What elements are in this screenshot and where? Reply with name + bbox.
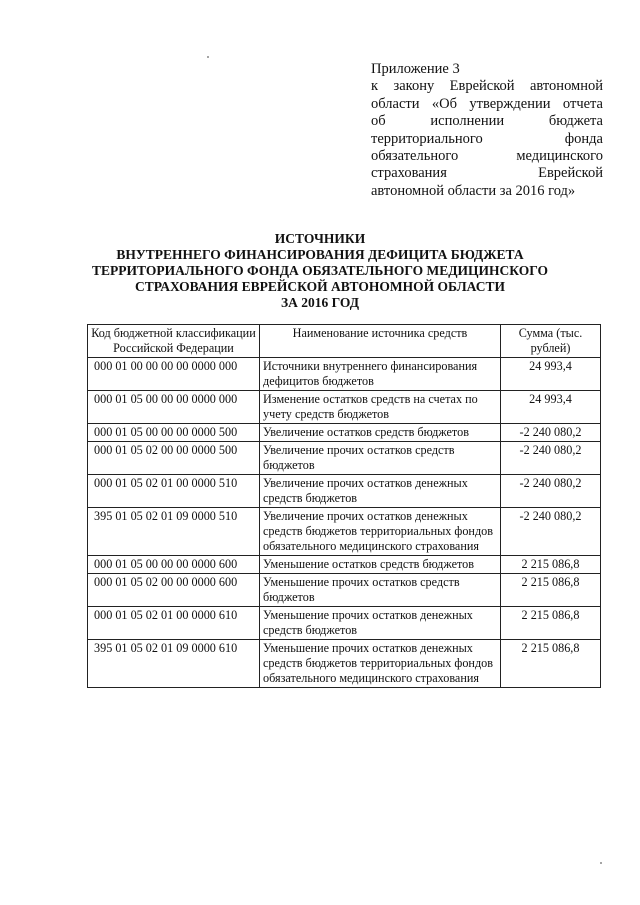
appendix-line: к закону Еврейской автономной <box>371 78 603 95</box>
appendix-line: обязательного медицинского <box>371 148 603 165</box>
header-sum: Сумма (тыс. рублей) <box>501 325 601 358</box>
cell-code: 395 01 05 02 01 09 0000 610 <box>88 640 260 688</box>
sources-table <box>87 324 601 688</box>
cell-sum: -2 240 080,2 <box>501 442 601 475</box>
cell-code: 000 01 05 02 01 00 0000 610 <box>88 607 260 640</box>
cell-sum: 2 215 086,8 <box>501 556 601 574</box>
cell-code: 000 01 05 02 00 00 0000 500 <box>88 442 260 475</box>
cell-sum: -2 240 080,2 <box>501 475 601 508</box>
cell-sum: 2 215 086,8 <box>501 607 601 640</box>
appendix-line: области «Об утверждении отчета <box>371 95 603 112</box>
table-row <box>88 556 601 574</box>
table-row <box>88 574 601 607</box>
cell-name: Уменьшение прочих остатков средств бюджетов <box>260 574 501 607</box>
cell-sum: 2 215 086,8 <box>501 574 601 607</box>
appendix-line: территориального фонда <box>371 130 603 147</box>
title-line: ЗА 2016 ГОД <box>281 295 359 310</box>
appendix-line: об исполнении бюджета <box>371 113 603 130</box>
title-line: СТРАХОВАНИЯ ЕВРЕЙСКОЙ АВТОНОМНОЙ ОБЛАСТИ <box>135 279 505 294</box>
table-row <box>88 607 601 640</box>
cell-code: 000 01 05 00 00 00 0000 600 <box>88 556 260 574</box>
table-row <box>88 391 601 424</box>
cell-name: Источники внутреннего финансирования дефицитов бюджетов <box>260 358 501 391</box>
cell-name: Увеличение прочих остатков денежных средств бюджетов <box>260 475 501 508</box>
appendix-line: страхования Еврейской <box>371 165 603 182</box>
appendix-block <box>371 61 603 200</box>
cell-sum: -2 240 080,2 <box>501 424 601 442</box>
appendix-line: Приложение 3 <box>371 61 460 77</box>
scan-speck <box>600 862 602 864</box>
cell-code: 000 01 05 02 00 00 0000 600 <box>88 574 260 607</box>
cell-sum: 2 215 086,8 <box>501 640 601 688</box>
cell-code: 000 01 05 00 00 00 0000 000 <box>88 391 260 424</box>
title-line: ВНУТРЕННЕГО ФИНАНСИРОВАНИЯ ДЕФИЦИТА БЮДЖЕТА <box>116 247 524 262</box>
document-title <box>80 231 560 311</box>
table-row <box>88 640 601 688</box>
table-row <box>88 442 601 475</box>
table-row <box>88 358 601 391</box>
cell-sum: -2 240 080,2 <box>501 508 601 556</box>
header-code: Код бюджетной классификации Российской Федерации <box>88 325 260 358</box>
table-row <box>88 475 601 508</box>
cell-name: Увеличение остатков средств бюджетов <box>260 424 501 442</box>
cell-sum: 24 993,4 <box>501 358 601 391</box>
table-row <box>88 424 601 442</box>
cell-name: Уменьшение прочих остатков денежных средств бюджетов территориальных фондов обязательного медицинского страхования <box>260 640 501 688</box>
cell-sum: 24 993,4 <box>501 391 601 424</box>
cell-name: Увеличение прочих остатков средств бюджетов <box>260 442 501 475</box>
cell-name: Изменение остатков средств на счетах по учету средств бюджетов <box>260 391 501 424</box>
cell-code: 000 01 05 00 00 00 0000 500 <box>88 424 260 442</box>
cell-name: Увеличение прочих остатков денежных средств бюджетов территориальных фондов обязательного медицинского страхования <box>260 508 501 556</box>
cell-name: Уменьшение прочих остатков денежных средств бюджетов <box>260 607 501 640</box>
scan-speck <box>207 56 209 58</box>
cell-code: 395 01 05 02 01 09 0000 510 <box>88 508 260 556</box>
appendix-line: автономной области за 2016 год» <box>371 182 576 199</box>
cell-name: Уменьшение остатков средств бюджетов <box>260 556 501 574</box>
table-row <box>88 508 601 556</box>
table-header-row <box>88 325 601 358</box>
cell-code: 000 01 05 02 01 00 0000 510 <box>88 475 260 508</box>
title-line: ИСТОЧНИКИ <box>274 231 366 246</box>
header-name: Наименование источника средств <box>260 325 501 358</box>
cell-code: 000 01 00 00 00 00 0000 000 <box>88 358 260 391</box>
title-line: ТЕРРИТОРИАЛЬНОГО ФОНДА ОБЯЗАТЕЛЬНОГО МЕДИЦИНСКОГО <box>92 263 548 278</box>
